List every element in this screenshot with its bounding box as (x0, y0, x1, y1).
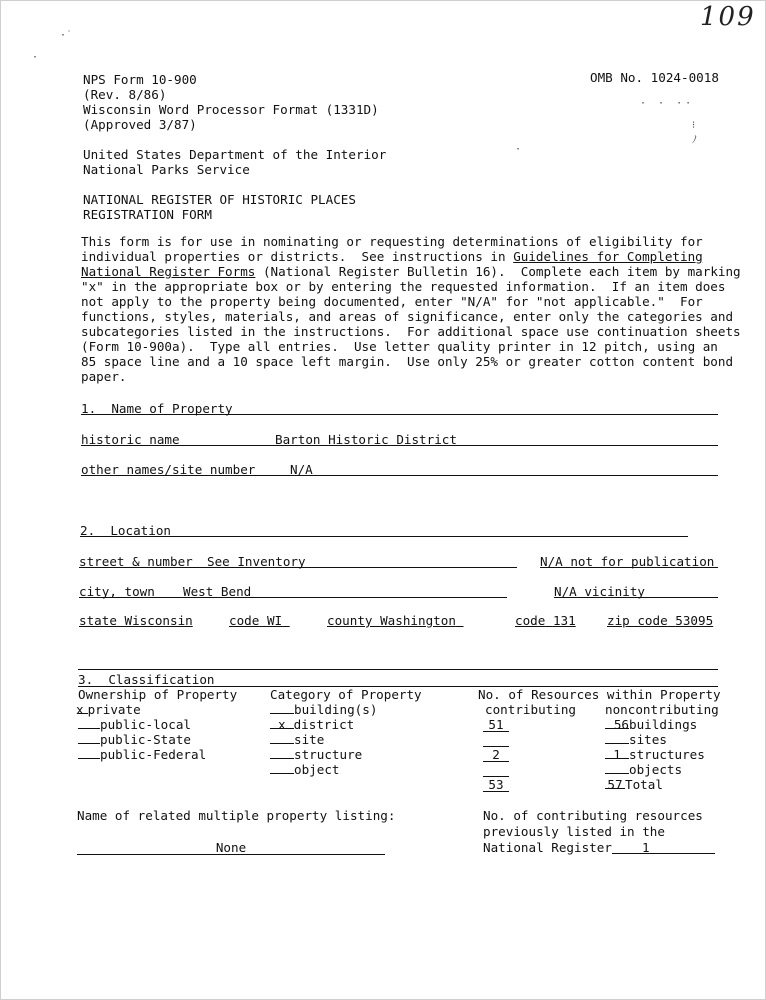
street-line (79, 567, 517, 568)
scan-speck: ·˙ (60, 30, 73, 41)
vicinity[interactable]: N/A vicinity (554, 584, 645, 599)
historic-name-value[interactable]: Barton Historic District (275, 432, 457, 447)
section-3-top-rule (78, 669, 718, 670)
contributing-sites[interactable] (483, 732, 509, 747)
ownership-header: Ownership of Property (78, 687, 238, 702)
scan-speck: ﾉ (692, 135, 697, 146)
other-names-line (81, 475, 718, 476)
state-field[interactable]: state Wisconsin (79, 613, 193, 628)
ownership-option[interactable]: x private (76, 702, 141, 717)
scan-speck: · (515, 144, 522, 155)
form-number: NPS Form 10-900 (83, 72, 197, 87)
previously-listed-label-1: No. of contributing resources (483, 808, 703, 823)
scan-speck: ⁝ (692, 120, 696, 131)
vicinity-line (554, 597, 718, 598)
street-value[interactable]: See Inventory (207, 554, 306, 569)
guidelines-link: Guidelines for Completing (513, 249, 703, 264)
section-2-heading: 2. Location (80, 523, 171, 538)
category-option[interactable]: x district (270, 717, 362, 732)
section-3-heading: 3. Classification (78, 672, 215, 687)
contributing-objects[interactable] (483, 762, 509, 777)
county-code-field[interactable]: code 131 (515, 613, 576, 628)
contributing-total[interactable]: 53 (483, 777, 509, 792)
contributing-header: contributing (485, 702, 576, 717)
related-listing-label: Name of related multiple property listing: (77, 808, 396, 823)
city-value[interactable]: West Bend (183, 584, 252, 599)
city-line (79, 597, 507, 598)
form-format: Wisconsin Word Processor Format (1331D) (83, 102, 379, 117)
not-for-publication[interactable]: N/A not for publication (540, 554, 715, 569)
noncontributing-buildings[interactable]: 56buildings (605, 717, 697, 732)
department: United States Department of the Interior (83, 147, 387, 162)
omb-number: OMB No. 1024-0018 (590, 70, 719, 85)
instructions-paragraph: This form is for use in nominating or requesting determinations of eligibility for individual properties or districts. See instructions in Guidelines for Completing National Register Forms (National Register Bulletin 16). Complete each item by marking "x" in the appropriate box or by entering the requested information. If an item does not apply to the property being documented, enter "N/A" for "not applicable." For functions, styles, materials, and areas of significance, enter only the categories and subcategories listed in the instructions. For additional space use continuation sheets (Form 10-900a). Type all entries. Use letter quality printer in 12 pitch, using an 85 space line and a 10 space left margin. Use only 25% or greater cotton content bond paper. (81, 234, 741, 384)
category-option[interactable]: object (270, 762, 340, 777)
scan-speck: · · ·· (640, 98, 695, 109)
ownership-option[interactable]: public-Federal (78, 747, 206, 762)
street-label: street & number (79, 554, 193, 569)
guidelines-link-cont: National Register Forms (81, 264, 256, 279)
section-1-rule (81, 414, 718, 415)
noncontributing-header: noncontributing (605, 702, 719, 717)
historic-name-line (81, 445, 718, 446)
noncontributing-objects[interactable]: objects (605, 762, 682, 777)
not-for-publication-line (540, 567, 718, 568)
previously-listed-label-2: previously listed in the (483, 824, 665, 839)
contributing-structures[interactable]: 2 (483, 747, 509, 762)
city-label: city, town (79, 584, 155, 599)
related-listing-value[interactable]: None (77, 840, 385, 855)
category-option[interactable]: building(s) (270, 702, 377, 717)
previously-listed-value[interactable]: 1 (612, 840, 715, 854)
section-2-rule (80, 536, 688, 537)
form-approved: (Approved 3/87) (83, 117, 197, 132)
section-1-heading: 1. Name of Property (81, 401, 233, 416)
scan-speck: · (32, 52, 39, 63)
category-option[interactable]: site (270, 732, 324, 747)
ownership-option[interactable]: public-State (78, 732, 191, 747)
other-names-label: other names/site number (81, 462, 256, 477)
county-field[interactable]: county Washington (327, 613, 456, 628)
form-subtitle: REGISTRATION FORM (83, 207, 212, 222)
resources-header: No. of Resources within Property (478, 687, 721, 702)
previously-listed-label-3: National Register (483, 840, 612, 855)
service: National Parks Service (83, 162, 250, 177)
noncontributing-total[interactable]: 57 Total (605, 777, 663, 792)
zip-field[interactable]: zip code 53095 (607, 613, 714, 628)
category-option[interactable]: structure (270, 747, 362, 762)
noncontributing-structures[interactable]: 1 structures (605, 747, 705, 762)
noncontributing-sites[interactable]: sites (605, 732, 667, 747)
form-revision: (Rev. 8/86) (83, 87, 167, 102)
state-code-field[interactable]: code WI (229, 613, 283, 628)
category-header: Category of Property (270, 687, 422, 702)
historic-name-label: historic name (81, 432, 180, 447)
ownership-option[interactable]: public-local (78, 717, 191, 732)
handwritten-page-number: 109 (700, 2, 756, 32)
form-title: NATIONAL REGISTER OF HISTORIC PLACES (83, 192, 356, 207)
other-names-value[interactable]: N/A (290, 462, 313, 477)
contributing-buildings[interactable]: 51 (483, 717, 509, 732)
